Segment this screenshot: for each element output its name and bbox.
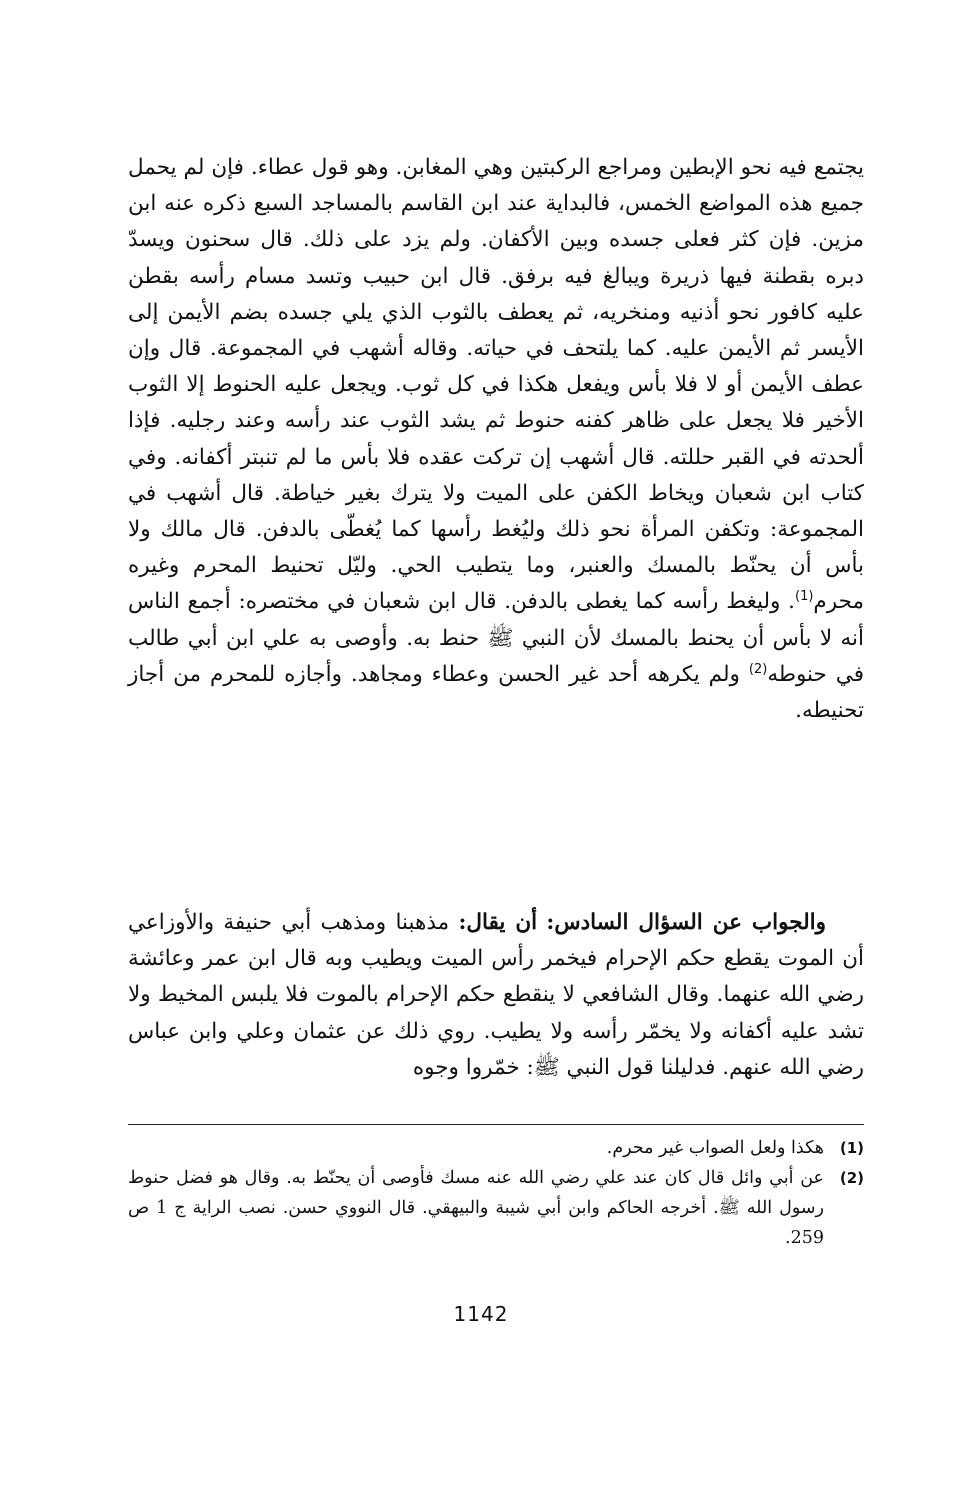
- footnote-2-number: (2): [839, 1169, 864, 1187]
- footnote-2: [128, 1163, 864, 1253]
- footnote-1-number: (1): [839, 1139, 864, 1157]
- footnote-divider: [128, 1124, 864, 1125]
- answer-lead: أن يقال:: [458, 910, 538, 935]
- footnote-ref-1[interactable]: (1): [794, 589, 814, 605]
- paragraph-2-text: مذهبنا ومذهب أبي حنيفة والأوزاعي أن الموت يقطع حكم الإحرام فيخمر رأس الميت ويطيب وبه قال ابن عمر وعائشة رضي الله عنهما. وقال الشافعي لا ينقطع حكم الإحرام بالموت فلا يلبس المخيط ولا تشد عليه أكفانه ولا يخمّر رأسه ولا يطيب. روي ذلك عن عثمان وعلي وابن عباس رضي الله عنهم. فدليلنا قول النبي ﷺ: خمّروا وجوه: [128, 910, 864, 1080]
- footnote-2-text: عن أبي وائل قال كان عند علي رضي الله عنه مسك فأوصى أن يحنّط به. وقال هو فضل حنوط رسول الله ﷺ. أخرجه الحاكم وابن أبي شيبة والبيهقي. قال النووي حسن. نصب الراية ج 1 ص 259.: [128, 1168, 825, 1248]
- body-paragraph-2: [128, 905, 864, 1086]
- paragraph-1-part-a: يجتمع فيه نحو الإبطين ومراجع الركبتين وهي المغابن. وهو قول عطاء. فإن لم يحمل جميع هذه المواضع الخمس، فالبداية عند ابن القاسم بالمساجد السبع ذكره عنه ابن مزين. فإن كثر فعلى جسده وبين الأكفان. ولم يزد على ذلك. قال سحنون ويسدّ دبره بقطنة فيها ذريرة ويبالغ فيه برفق. قال ابن حبيب وتسد مسام رأسه بقطن عليه كافور نحو أذنيه ومنخريه، ثم يعطف بالثوب الذي يلي جسده بضم الأيمن إلى الأيسر ثم الأيمن عليه. كما يلتحف في حياته. وقاله أشهب في المجموعة. قال وإن عطف الأيمن أو لا فلا بأس ويفعل هكذا في كل ثوب. ويجعل عليه الحنوط إلا الثوب الأخير فلا يجعل على ظاهر كفنه حنوط ثم يشد الثوب عند رأسه وعند رجليه. فإذا ألحدته في القبر حللته. قال أشهب إن تركت عقده فلا بأس ما لم تنبتر أكفانه. وفي كتاب ابن شعبان ويخاط الكفن على الميت ولا يترك بغير خياطة. قال أشهب في المجموعة: وتكفن المرأة نحو ذلك وليُغط رأسها كما يُغطّى بالدفن. قال مالك ولا بأس أن يحنّط بالمسك والعنبر، وما يتطيب الحي. وليّل تحنيط المحرم وغيره محرم: [128, 155, 864, 615]
- footnotes-section: [128, 1133, 864, 1253]
- footnote-1-text: هكذا ولعل الصواب غير محرم.: [606, 1138, 824, 1158]
- page-number: 1142: [453, 1302, 509, 1326]
- footnote-ref-2-number: 2: [753, 661, 763, 677]
- footnote-ref-2[interactable]: (2): [748, 661, 768, 677]
- footnote-ref-1-number: 1: [800, 589, 809, 605]
- paragraph-1-part-b: . وليغط رأسه كما يغطى بالدفن. قال ابن شعبان في مختصره: أجمع الناس أنه لا بأس أن يحنط بالمسك لأن النبي ﷺ حنط به. وأوصى به علي ابن أبي طالب في حنوطه: [128, 589, 864, 687]
- body-paragraph-1: [128, 150, 864, 729]
- paragraph-1-part-c: ولم يكرهه أحد غير الحسن وعطاء ومجاهد. وأجازه للمحرم من أجاز تحنيطه.: [128, 661, 864, 724]
- footnote-1: [128, 1133, 864, 1163]
- answer-heading: والجواب عن السؤال السادس:: [546, 910, 826, 935]
